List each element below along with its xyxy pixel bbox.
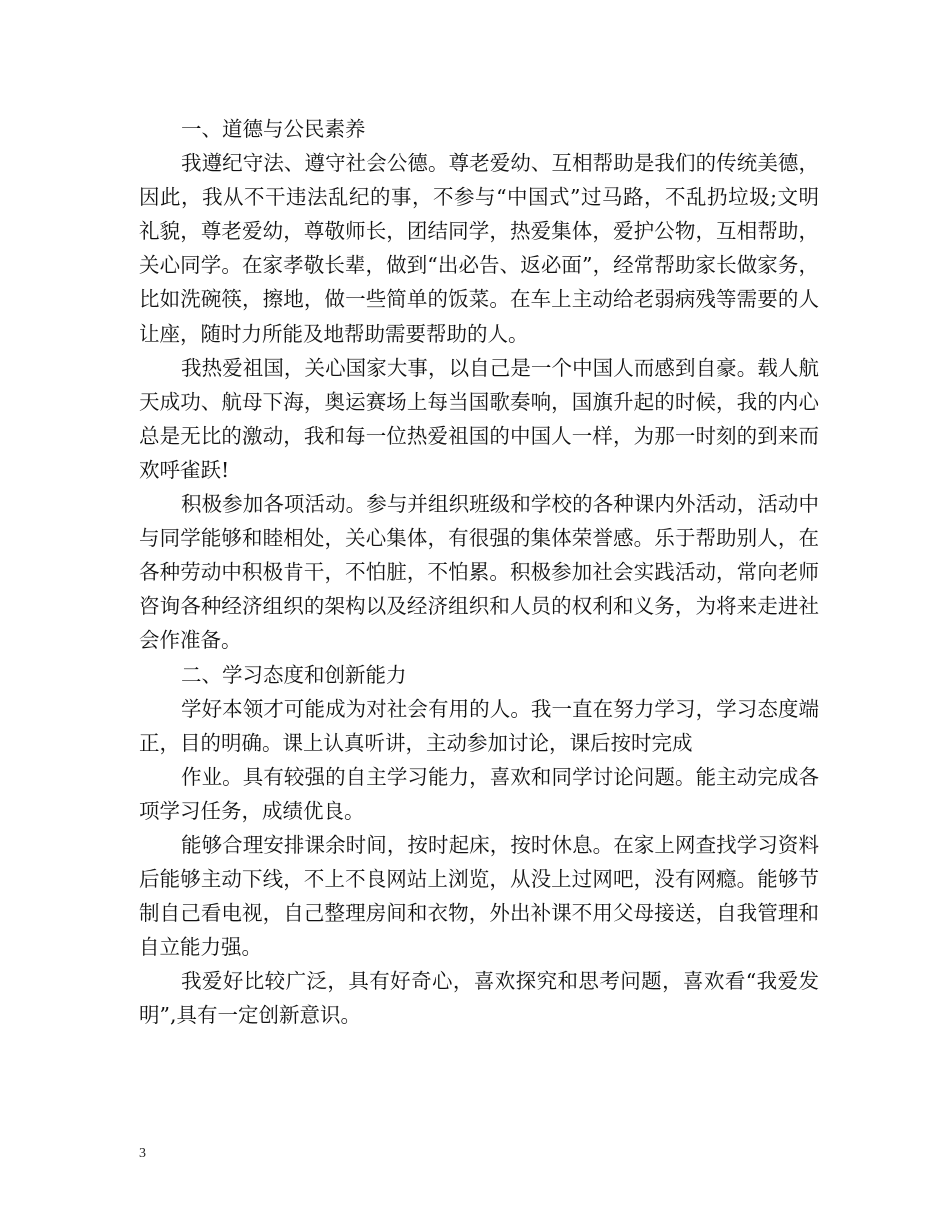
section-heading-morality: 一、道德与公民素养 [181, 117, 366, 141]
paragraph-discipline: 我遵纪守法、遵守社会公德。尊老爱幼、互相帮助是我们的传统美德，因此，我从不干违法乱纪的事，不参与“中国式”过马路，不乱扔垃圾;文明礼貌，尊老爱幼，尊敬师长，团结同学，热爱集体，爱护公物，互相帮助，关心同学。在家孝敬长辈，做到“出必告、返必面”，经常帮助家长做家务，比如洗碗筷，擦地，做一些简单的饭菜。在车上主动给老弱病残等需要的人让座，随时力所能及地帮助需要帮助的人。 [139, 151, 819, 346]
paragraph-homework: 作业。具有较强的自主学习能力，喜欢和同学讨论问题。能主动完成各项学习任务，成绩优良。 [139, 764, 819, 823]
paragraph-patriotism: 我热爱祖国，关心国家大事，以自己是一个中国人而感到自豪。载人航天成功、航母下海，奥运赛场上每当国歌奏响，国旗升起的时候，我的内心总是无比的激动，我和每一位热爱祖国的中国人一样，为那一时刻的到来而欢呼雀跃! [139, 355, 819, 482]
paragraph-innovation: 我爱好比较广泛，具有好奇心，喜欢探究和思考问题，喜欢看“我爱发明”,具有一定创新意识。 [139, 969, 819, 1028]
document-body [139, 112, 819, 1033]
paragraph-time-management: 能够合理安排课余时间，按时起床，按时休息。在家上网查找学习资料后能够主动下线，不上不良网站上浏览，从没上过网吧，没有网瘾。能够节制自己看电视，自己整理房间和衣物，外出补课不用父母接送，自我管理和自立能力强。 [139, 832, 819, 960]
section-heading-learning: 二、学习态度和创新能力 [181, 662, 407, 687]
paragraph-activities: 积极参加各项活动。参与并组织班级和学校的各种课内外活动，活动中与同学能够和睦相处，关心集体，有很强的集体荣誉感。乐于帮助别人，在各种劳动中积极肯干，不怕脏，不怕累。积极参加社会实践活动，常向老师咨询各种经济组织的架构以及经济组织和人员的权利和义务，为将来走进社会作准备。 [139, 492, 819, 653]
page-number: 3 [139, 1146, 146, 1161]
paragraph-study-attitude: 学好本领才可能成为对社会有用的人。我一直在努力学习，学习态度端正，目的明确。课上认真听讲，主动参加讨论，课后按时完成 [139, 696, 819, 755]
